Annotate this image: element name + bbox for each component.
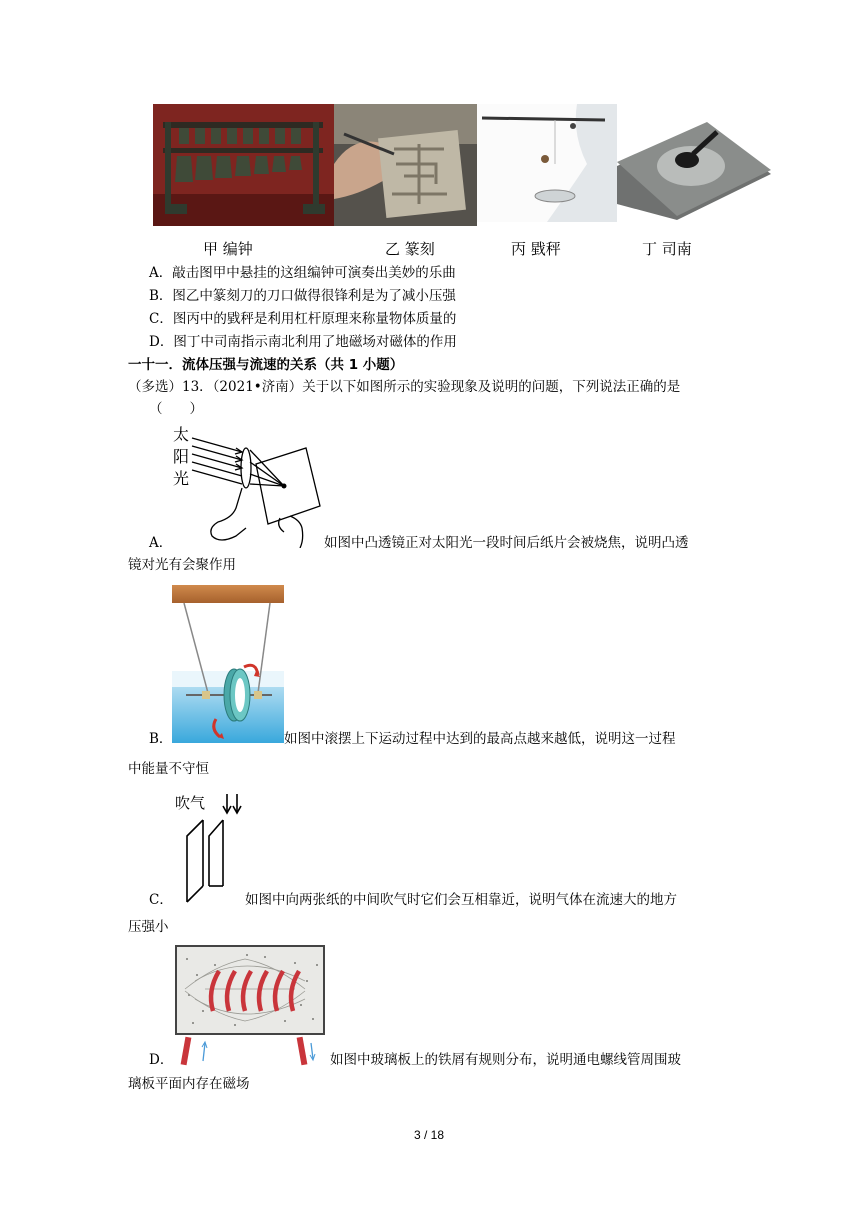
q13-option-a-line2: 镜对光有会聚作用: [128, 557, 236, 573]
q13-option-a-line1: 如图中凸透镜正对太阳光一段时间后纸片会被烧焦，说明凸透: [324, 535, 689, 551]
seal-carving-photo: [334, 104, 477, 226]
caption-sinan: 丁 司南: [642, 240, 692, 258]
q13-option-c-letter: C．: [149, 892, 173, 908]
maxwell-wheel-figure: [172, 585, 284, 743]
caption-bianzhong: 甲 编钟: [203, 240, 253, 258]
q13-option-c-line1: 如图中向两张纸的中间吹气时它们会互相靠近，说明气体在流速大的地方: [245, 892, 677, 908]
q12-option-b: B．图乙中篆刻刀的刀口做得很锋利是为了减小压强: [149, 288, 456, 304]
solenoid-figure: [175, 945, 325, 1067]
caption-seal: 乙 篆刻: [385, 240, 435, 258]
sunlight-label-1: 太: [173, 425, 190, 444]
sunlight-label-3: 光: [173, 469, 190, 488]
q13-option-b-line1: 如图中滚摆上下运动过程中达到的最高点越来越低，说明这一过程: [284, 731, 676, 747]
q13-option-d-line1: 如图中玻璃板上的铁屑有规则分布，说明通电螺线管周围玻: [330, 1052, 681, 1068]
q13-option-d-letter: D．: [149, 1052, 174, 1068]
blow-air-label: 吹气: [175, 794, 206, 812]
q12-option-d: D．图丁中司南指示南北利用了地磁场对磁体的作用: [149, 334, 457, 350]
section-title: 一十一．流体压强与流速的关系（共 1 小题）: [128, 357, 404, 373]
q13-option-d-line2: 璃板平面内存在磁场: [128, 1076, 250, 1092]
bianzhong-photo: [153, 104, 334, 226]
sinan-compass-photo: [617, 104, 771, 222]
q13-option-a-letter: A．: [149, 535, 173, 551]
caption-dengcheng: 丙 戥秤: [511, 240, 561, 258]
q13-stem: （多选）13．（2021•济南）关于以下如图所示的实验现象及说明的问题，下列说法正确的是: [128, 379, 681, 395]
sunlight-label-2: 阳: [173, 447, 190, 466]
q12-option-a: A．敲击图甲中悬挂的这组编钟可演奏出美妙的乐曲: [149, 265, 456, 281]
page-number: 3 / 18: [414, 1128, 445, 1142]
blowing-paper-figure: [175, 792, 245, 906]
q13-option-b-line2: 中能量不守恒: [128, 761, 209, 777]
q13-answer-paren: （ ）: [149, 401, 203, 417]
dengcheng-scale-photo: [477, 104, 617, 222]
q12-option-c: C．图丙中的戥秤是利用杠杆原理来称量物体质量的: [149, 311, 457, 327]
q13-option-b-letter: B．: [149, 731, 173, 747]
lens-figure: [170, 422, 322, 548]
q13-option-c-line2: 压强小: [128, 919, 169, 935]
